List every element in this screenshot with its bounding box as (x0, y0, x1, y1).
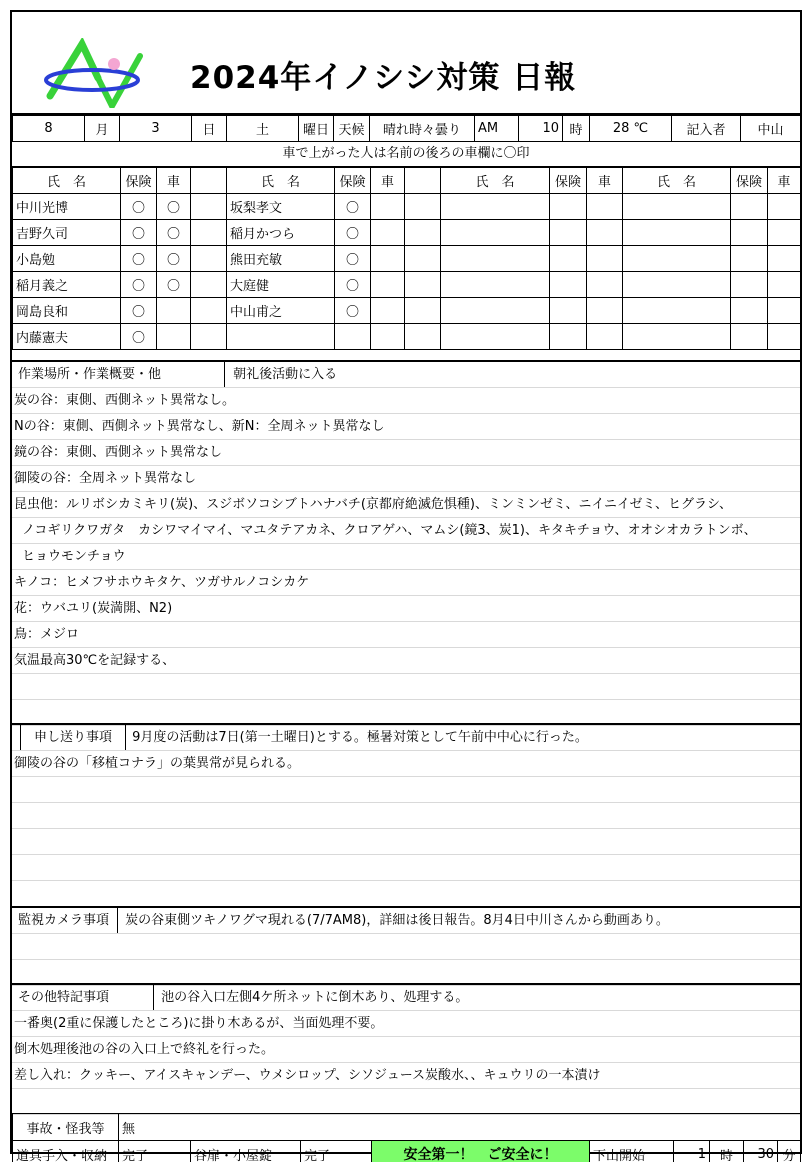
handover-text-line[interactable]: 御陵の谷の「移植コナラ」の葉異常が見られる。 (12, 751, 800, 777)
accident-value[interactable]: 無 (119, 1114, 801, 1141)
member-spacer-cell[interactable] (405, 246, 441, 272)
member-car-cell[interactable] (587, 298, 623, 324)
other-text-line[interactable] (12, 1089, 800, 1115)
weather-label: 天候 (334, 116, 370, 142)
descent-label: 下山開始 (590, 1141, 674, 1162)
member-car-cell[interactable] (768, 298, 801, 324)
member-row (13, 272, 801, 298)
member-insurance-cell[interactable]: 〇 (335, 194, 371, 220)
member-car-cell[interactable] (371, 194, 405, 220)
member-car-cell[interactable] (768, 272, 801, 298)
member-name-cell[interactable]: 小島勉 (13, 246, 121, 272)
member-insurance-cell[interactable]: 〇 (121, 272, 157, 298)
member-insurance-cell[interactable] (550, 194, 587, 220)
other-text-line[interactable]: 一番奥(2重に保護したところ)に掛り木あるが、当面処理不要。 (12, 1011, 800, 1037)
member-spacer-cell[interactable] (405, 220, 441, 246)
members-table (12, 167, 801, 350)
tools-value[interactable]: 完了 (119, 1141, 191, 1162)
other-text-line[interactable]: 倒木処理後池の谷の入口上で終礼を行った。 (12, 1037, 800, 1063)
member-insurance-cell[interactable]: 〇 (335, 272, 371, 298)
work-label: 作業場所・作業概要・他 (12, 362, 225, 388)
member-insurance-cell[interactable] (335, 324, 371, 350)
work-text-line[interactable]: キノコ：ヒメフサホウキタケ、ツガサルノコシカケ (12, 570, 800, 596)
handover-text-line[interactable] (12, 855, 800, 881)
work-text-line[interactable]: 御陵の谷：全周ネット異常なし (12, 466, 800, 492)
camera-label: 監視カメラ事項 (12, 908, 118, 934)
member-row (13, 324, 801, 350)
temperature-value[interactable]: 28 ℃ (590, 116, 672, 142)
work-text-line[interactable]: 鏡の谷：東側、西側ネット異常なし (12, 440, 800, 466)
member-insurance-cell[interactable] (731, 194, 768, 220)
member-car-cell[interactable] (371, 246, 405, 272)
member-name-cell[interactable] (623, 272, 731, 298)
member-name-cell[interactable] (441, 246, 550, 272)
member-car-cell[interactable] (371, 272, 405, 298)
work-text-line[interactable]: ヒョウモンチョウ (12, 544, 800, 570)
member-name-cell[interactable]: 岡島良和 (13, 298, 121, 324)
member-spacer-cell[interactable] (405, 194, 441, 220)
member-name-cell[interactable]: 吉野久司 (13, 220, 121, 246)
car-header: 車 (768, 168, 801, 194)
member-car-cell[interactable] (768, 324, 801, 350)
descent-hour[interactable]: 1 (674, 1141, 710, 1162)
camera-section (12, 906, 800, 986)
weather-value[interactable]: 晴れ時々曇り (370, 116, 475, 142)
safety-slogan: 安全第一！ ご安全に！ (372, 1141, 590, 1162)
weekday-label: 曜日 (299, 116, 334, 142)
handover-text-line[interactable] (12, 829, 800, 855)
work-summary[interactable]: 朝礼後活動に入る (233, 367, 338, 382)
member-name-cell[interactable] (441, 220, 550, 246)
member-name-cell[interactable]: 大庭健 (227, 272, 335, 298)
member-name-cell[interactable]: 中山甫之 (227, 298, 335, 324)
member-car-cell[interactable]: 〇 (157, 220, 191, 246)
descent-minute-unit: 分 (778, 1141, 801, 1162)
member-row (13, 246, 801, 272)
member-insurance-cell[interactable]: 〇 (335, 298, 371, 324)
member-spacer-cell[interactable] (191, 298, 227, 324)
member-name-cell[interactable] (441, 324, 550, 350)
handover-section (12, 723, 800, 907)
member-insurance-cell[interactable]: 〇 (335, 220, 371, 246)
month-unit: 月 (85, 116, 120, 142)
name-header: 氏 名 (13, 168, 121, 194)
insurance-header: 保険 (731, 168, 768, 194)
work-text-line[interactable]: Nの谷：東側、西側ネット異常なし、新N：全周ネット異常なし (12, 414, 800, 440)
ampm-value[interactable]: AM (475, 116, 519, 142)
car-header: 車 (371, 168, 405, 194)
member-name-cell[interactable] (623, 298, 731, 324)
handover-label: 申し送り事項 (20, 725, 126, 751)
member-insurance-cell[interactable] (550, 272, 587, 298)
gate-label: 谷扉・小屋錠 (191, 1141, 301, 1162)
member-car-cell[interactable] (371, 324, 405, 350)
work-text-line[interactable]: 炭の谷：東側、西側ネット異常なし。 (12, 388, 800, 414)
member-car-cell[interactable] (587, 194, 623, 220)
member-name-cell[interactable]: 稲月かつら (227, 220, 335, 246)
other-label: その他特記事項 (12, 985, 154, 1011)
member-name-cell[interactable]: 熊田充敏 (227, 246, 335, 272)
month-value[interactable]: 8 (13, 116, 85, 142)
member-insurance-cell[interactable]: 〇 (121, 298, 157, 324)
date-weather-row (12, 115, 801, 142)
accident-row (12, 1113, 801, 1141)
organization-logo-icon (42, 38, 152, 108)
member-car-cell[interactable] (768, 246, 801, 272)
name-header: 氏 名 (441, 168, 550, 194)
member-insurance-cell[interactable] (550, 324, 587, 350)
member-name-cell[interactable] (623, 324, 731, 350)
member-name-cell[interactable] (441, 272, 550, 298)
member-name-cell[interactable] (623, 194, 731, 220)
member-insurance-cell[interactable] (731, 246, 768, 272)
member-name-cell[interactable] (441, 298, 550, 324)
descent-minute[interactable]: 30 (744, 1141, 778, 1162)
member-insurance-cell[interactable] (550, 246, 587, 272)
other-text-line[interactable]: 差し入れ：クッキー、アイスキャンデー、ウメシロップ、シソジュース炭酸水、、キュウリの一本漬け (12, 1063, 800, 1089)
weekday-value[interactable]: 土 (227, 116, 299, 142)
member-car-cell[interactable]: 〇 (157, 246, 191, 272)
member-car-cell[interactable]: 〇 (157, 272, 191, 298)
footer-row (12, 1140, 801, 1162)
member-spacer-cell[interactable] (191, 220, 227, 246)
member-spacer-cell[interactable] (405, 298, 441, 324)
member-car-cell[interactable] (768, 220, 801, 246)
member-spacer-cell[interactable] (405, 324, 441, 350)
member-car-cell[interactable] (157, 324, 191, 350)
day-unit: 日 (192, 116, 227, 142)
member-spacer-cell[interactable] (405, 272, 441, 298)
handover-summary[interactable]: 9月度の活動は7日(第一土曜日)とする。極暑対策として午前中中心に行った。 (132, 730, 588, 745)
other-summary[interactable]: 池の谷入口左側4ケ所ネットに倒木あり、処理する。 (161, 990, 469, 1005)
other-section (12, 983, 800, 1115)
member-car-cell[interactable] (371, 220, 405, 246)
member-row (13, 194, 801, 220)
member-spacer-cell[interactable] (191, 272, 227, 298)
camera-text-line[interactable] (12, 934, 800, 960)
member-car-cell[interactable] (157, 298, 191, 324)
camera-summary[interactable]: 炭の谷東側ツキノワグマ現れる(7/7AM8)，詳細は後日報告。8月4日中川さんから動画あり。 (125, 913, 669, 928)
member-insurance-cell[interactable]: 〇 (121, 324, 157, 350)
hour-unit: 時 (563, 116, 590, 142)
member-insurance-cell[interactable] (550, 298, 587, 324)
member-car-cell[interactable] (587, 246, 623, 272)
member-insurance-cell[interactable] (550, 220, 587, 246)
work-text-line[interactable]: ノコギリクワガタ カシワマイマイ、マユタテアカネ、クロアゲハ、マムシ(鏡3、炭1)、キタキチョウ、オオシオカラトンボ、 (12, 518, 800, 544)
member-car-cell[interactable] (587, 324, 623, 350)
name-header: 氏 名 (227, 168, 335, 194)
member-name-cell[interactable]: 内藤憲夫 (13, 324, 121, 350)
tools-label: 道具手入・収納 (13, 1141, 119, 1162)
car-note: 車で上がった人は名前の後ろの車欄に〇印 (12, 141, 800, 167)
member-insurance-cell[interactable]: 〇 (335, 246, 371, 272)
report-title: 2024年イノシシ対策 日報 (190, 60, 577, 96)
member-spacer-cell[interactable] (191, 194, 227, 220)
hour-value[interactable]: 10 (519, 116, 563, 142)
recorder-value[interactable]: 中山 (741, 116, 801, 142)
member-car-cell[interactable] (587, 272, 623, 298)
day-value[interactable]: 3 (120, 116, 192, 142)
work-text-line[interactable] (12, 674, 800, 700)
handover-text-line[interactable] (12, 803, 800, 829)
car-header: 車 (157, 168, 191, 194)
report-header (12, 12, 800, 115)
accident-label: 事故・怪我等 (13, 1114, 119, 1141)
member-car-cell[interactable] (587, 220, 623, 246)
member-name-cell[interactable] (227, 324, 335, 350)
car-header: 車 (587, 168, 623, 194)
member-insurance-cell[interactable]: 〇 (121, 246, 157, 272)
member-insurance-cell[interactable]: 〇 (121, 220, 157, 246)
insurance-header: 保険 (121, 168, 157, 194)
member-car-cell[interactable]: 〇 (157, 194, 191, 220)
handover-text-line[interactable] (12, 777, 800, 803)
work-text-line[interactable]: 鳥：メジロ (12, 622, 800, 648)
member-row (13, 220, 801, 246)
insurance-header: 保険 (550, 168, 587, 194)
member-insurance-cell[interactable] (731, 324, 768, 350)
name-header: 氏 名 (623, 168, 731, 194)
insurance-header: 保険 (335, 168, 371, 194)
work-text-line[interactable]: 花：ウバユリ(炭満開、N2) (12, 596, 800, 622)
member-spacer-cell[interactable] (191, 324, 227, 350)
handover-text-line[interactable] (12, 881, 800, 907)
descent-hour-unit: 時 (710, 1141, 744, 1162)
member-name-cell[interactable] (623, 246, 731, 272)
member-insurance-cell[interactable]: 〇 (121, 194, 157, 220)
members-header-row (13, 168, 801, 194)
member-insurance-cell[interactable] (731, 220, 768, 246)
member-spacer-cell[interactable] (191, 246, 227, 272)
member-car-cell[interactable] (371, 298, 405, 324)
work-text-line[interactable]: 気温最高30℃を記録する、 (12, 648, 800, 674)
gate-value[interactable]: 完了 (301, 1141, 372, 1162)
member-name-cell[interactable] (623, 220, 731, 246)
work-text-line[interactable]: 昆虫他：ルリボシカミキリ(炭)、スジボソコシブトハナバチ(京都府絶滅危惧種)、ミンミンゼミ、ニイニイゼミ、ヒグラシ、 (12, 492, 800, 518)
member-name-cell[interactable]: 中川光博 (13, 194, 121, 220)
member-name-cell[interactable]: 稲月義之 (13, 272, 121, 298)
member-name-cell[interactable]: 坂梨孝文 (227, 194, 335, 220)
member-insurance-cell[interactable] (731, 298, 768, 324)
daily-report-sheet (10, 10, 802, 1162)
member-insurance-cell[interactable] (731, 272, 768, 298)
work-section (12, 360, 800, 726)
member-row (13, 298, 801, 324)
recorder-label: 記入者 (672, 116, 741, 142)
member-name-cell[interactable] (441, 194, 550, 220)
member-car-cell[interactable] (768, 194, 801, 220)
